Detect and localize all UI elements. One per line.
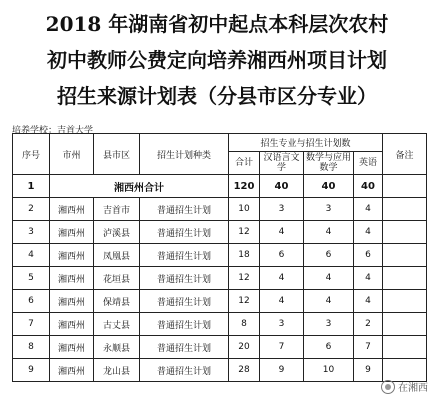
cell-chinese: 4 <box>260 290 304 313</box>
header-math: 数学与应用数学 <box>304 152 354 175</box>
cell-city: 湘西州 <box>50 267 94 290</box>
header-major-group: 招生专业与招生计划数 <box>229 134 383 152</box>
watermark-text: 在湘西 <box>398 383 428 394</box>
header-total: 合计 <box>229 152 260 175</box>
table-row <box>13 290 427 313</box>
cell-city: 湘西州 <box>50 313 94 336</box>
cell-county: 吉首市 <box>94 198 140 221</box>
cell-english: 6 <box>354 244 383 267</box>
cell-english: 7 <box>354 336 383 359</box>
cell-county: 永顺县 <box>94 336 140 359</box>
cell-chinese: 4 <box>260 267 304 290</box>
cell-county: 花垣县 <box>94 267 140 290</box>
cell-note <box>383 221 427 244</box>
total-seq: 1 <box>13 175 50 198</box>
total-english: 40 <box>354 175 383 198</box>
cell-math: 6 <box>304 336 354 359</box>
cell-seq: 8 <box>13 336 50 359</box>
cell-note <box>383 198 427 221</box>
cell-english: 4 <box>354 267 383 290</box>
cell-seq: 4 <box>13 244 50 267</box>
cell-math: 6 <box>304 244 354 267</box>
cell-total: 12 <box>229 221 260 244</box>
title-line-1: 2018 年湖南省初中起点本科层次农村 <box>45 12 389 36</box>
cell-seq: 9 <box>13 359 50 382</box>
cell-english: 9 <box>354 359 383 382</box>
cell-plan: 普通招生计划 <box>140 244 229 267</box>
table-row <box>13 359 427 382</box>
cell-math: 4 <box>304 290 354 313</box>
wechat-logo-icon <box>381 380 395 394</box>
cell-chinese: 6 <box>260 244 304 267</box>
header-note: 备注 <box>383 134 427 175</box>
cell-english: 2 <box>354 313 383 336</box>
cell-seq: 3 <box>13 221 50 244</box>
cell-county: 凤凰县 <box>94 244 140 267</box>
cell-total: 18 <box>229 244 260 267</box>
cell-seq: 2 <box>13 198 50 221</box>
cell-total: 8 <box>229 313 260 336</box>
watermark <box>381 379 428 394</box>
cell-seq: 7 <box>13 313 50 336</box>
cell-chinese: 9 <box>260 359 304 382</box>
header-plan-type: 招生计划种类 <box>140 134 229 175</box>
table-row <box>13 336 427 359</box>
total-row <box>13 175 427 198</box>
cell-city: 湘西州 <box>50 359 94 382</box>
total-chinese: 40 <box>260 175 304 198</box>
total-label: 湘西州合计 <box>50 175 229 198</box>
cell-note <box>383 290 427 313</box>
total-total: 120 <box>229 175 260 198</box>
cell-plan: 普通招生计划 <box>140 267 229 290</box>
cell-total: 20 <box>229 336 260 359</box>
cell-city: 湘西州 <box>50 244 94 267</box>
cell-chinese: 4 <box>260 221 304 244</box>
cell-total: 12 <box>229 290 260 313</box>
cell-math: 10 <box>304 359 354 382</box>
school-line: 培养学校：吉首大学 <box>12 126 94 136</box>
header-city: 市州 <box>50 134 94 175</box>
header-county: 县市区 <box>94 134 140 175</box>
cell-plan: 普通招生计划 <box>140 336 229 359</box>
cell-plan: 普通招生计划 <box>140 313 229 336</box>
cell-chinese: 7 <box>260 336 304 359</box>
cell-math: 3 <box>304 313 354 336</box>
table-row <box>13 198 427 221</box>
cell-total: 10 <box>229 198 260 221</box>
cell-note <box>383 313 427 336</box>
cell-note <box>383 336 427 359</box>
cell-county: 泸溪县 <box>94 221 140 244</box>
cell-plan: 普通招生计划 <box>140 198 229 221</box>
table-row <box>13 244 427 267</box>
cell-chinese: 3 <box>260 198 304 221</box>
cell-plan: 普通招生计划 <box>140 359 229 382</box>
cell-english: 4 <box>354 290 383 313</box>
total-math: 40 <box>304 175 354 198</box>
cell-math: 4 <box>304 267 354 290</box>
header-chinese: 汉语言文 学 <box>260 152 304 175</box>
title-line-2: 初中教师公费定向培养湘西州项目计划 <box>47 48 387 72</box>
enrollment-table <box>12 133 427 382</box>
cell-county: 龙山县 <box>94 359 140 382</box>
header-seq: 序号 <box>13 134 50 175</box>
table-body <box>13 198 427 382</box>
table-row <box>13 313 427 336</box>
cell-city: 湘西州 <box>50 221 94 244</box>
cell-note <box>383 244 427 267</box>
cell-county: 保靖县 <box>94 290 140 313</box>
cell-county: 古丈县 <box>94 313 140 336</box>
total-note <box>383 175 427 198</box>
cell-city: 湘西州 <box>50 336 94 359</box>
cell-seq: 5 <box>13 267 50 290</box>
cell-plan: 普通招生计划 <box>140 290 229 313</box>
cell-english: 4 <box>354 198 383 221</box>
cell-total: 28 <box>229 359 260 382</box>
cell-city: 湘西州 <box>50 198 94 221</box>
cell-math: 4 <box>304 221 354 244</box>
cell-plan: 普通招生计划 <box>140 221 229 244</box>
cell-chinese: 3 <box>260 313 304 336</box>
table-row <box>13 267 427 290</box>
cell-note <box>383 267 427 290</box>
cell-city: 湘西州 <box>50 290 94 313</box>
table-row <box>13 221 427 244</box>
cell-english: 4 <box>354 221 383 244</box>
header-english: 英语 <box>354 152 383 175</box>
title-line-3: 招生来源计划表（分县市区分专业） <box>57 84 377 108</box>
cell-total: 12 <box>229 267 260 290</box>
cell-seq: 6 <box>13 290 50 313</box>
cell-math: 3 <box>304 198 354 221</box>
